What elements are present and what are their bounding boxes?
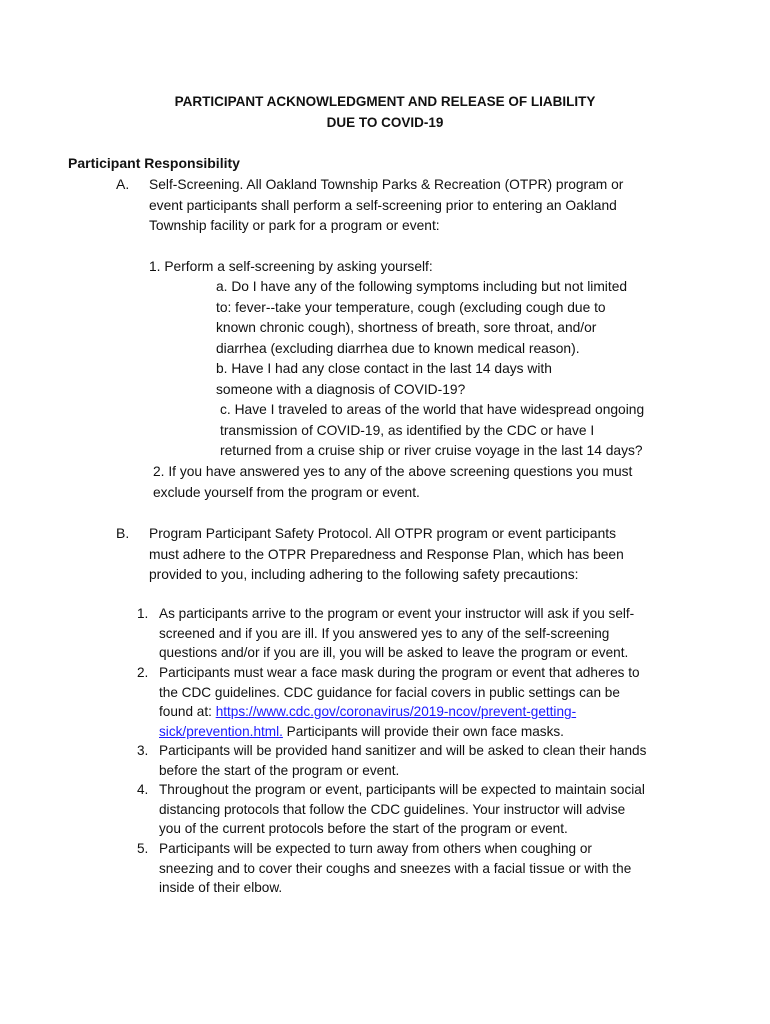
question-a-line: to: fever--take your temperature, cough (excluding cough due to <box>216 299 606 315</box>
safety-item-5 <box>159 839 631 898</box>
item-number: 1. <box>137 606 149 621</box>
safety-item-line: inside of their elbow. <box>159 880 283 895</box>
safety-item-line: before the start of the program or event. <box>159 762 400 778</box>
question-a-line: known chronic cough), shortness of breath, sore throat, and/or <box>216 320 597 335</box>
safety-item-3 <box>159 741 646 780</box>
section-b-intro-line: Program Participant Safety Protocol. All OTPR program or event participants <box>149 526 616 541</box>
safety-item-1 <box>159 604 634 663</box>
section-b-intro-line: provided to you, including adhering to the following safety precautions: <box>149 567 579 582</box>
question-a-line: diarrhea (excluding diarrhea due to known medical reason). <box>216 340 580 356</box>
section-a-letter: A. <box>116 176 130 192</box>
question-c-line: c. Have I traveled to areas of the world that have widespread ongoing <box>220 402 645 417</box>
safety-item-line: Participants will be provided hand sanitizer and will be asked to clean their hands <box>159 743 647 758</box>
item-number: 2. <box>137 665 149 680</box>
safety-item-line: Participants will be expected to turn away from others when coughing or <box>159 841 592 856</box>
item-number: 4. <box>137 782 149 797</box>
step-1: 1. Perform a self-screening by asking yourself: <box>149 259 433 274</box>
question-c <box>220 400 644 462</box>
section-b-letter: B. <box>116 525 130 541</box>
face-mask-text: Participants will provide their own face masks. <box>282 723 564 739</box>
safety-item-line: Participants must wear a face mask during the program or event that adheres to <box>159 665 640 680</box>
cdc-guidance-link-continued[interactable]: sick/prevention.html. <box>159 723 283 739</box>
cdc-guidance-link[interactable]: https://www.cdc.gov/coronavirus/2019-ncov/prevent-getting- <box>215 704 577 719</box>
section-b-intro <box>149 524 624 586</box>
safety-item-2 <box>159 663 640 741</box>
step-2-line: exclude yourself from the program or event. <box>153 484 420 500</box>
safety-item-line: sneezing and to cover their coughs and sneezes with a facial tissue or with the <box>159 860 632 876</box>
safety-item-line: Throughout the program or event, participants will be expected to maintain social <box>159 782 645 797</box>
safety-item-line: distancing protocols that follow the CDC guidelines. Your instructor will advise <box>159 801 626 817</box>
section-a-intro <box>149 175 623 237</box>
safety-item-line: you of the current protocols before the start of the program or event. <box>159 821 568 836</box>
question-a-line: a. Do I have any of the following symptoms including but not limited <box>216 279 628 294</box>
section-b-intro-line: must adhere to the OTPR Preparedness and Response Plan, which has been <box>149 546 624 562</box>
document-title-line-1: PARTICIPANT ACKNOWLEDGMENT AND RELEASE OF LIABILITY <box>174 94 596 109</box>
safety-item-line: As participants arrive to the program or event your instructor will ask if you self- <box>159 606 635 621</box>
safety-item-4 <box>159 780 645 839</box>
safety-item-line: screened and if you are ill. If you answered yes to any of the self-screening <box>159 625 610 641</box>
question-a <box>216 277 627 400</box>
item-number: 5. <box>137 841 149 856</box>
step-2 <box>153 462 632 503</box>
safety-item-line: questions and/or if you are ill, you will be asked to leave the program or event. <box>159 645 629 660</box>
section-a-intro-line: event participants shall perform a self-screening prior to entering an Oakland <box>149 197 617 213</box>
question-c-line: transmission of COVID-19, as identified by the CDC or have I <box>220 422 595 438</box>
question-b-line: someone with a diagnosis of COVID-19? <box>216 381 466 397</box>
section-a-intro-line: Township facility or park for a program or event: <box>149 218 440 233</box>
section-heading: Participant Responsibility <box>68 155 240 171</box>
item-number: 3. <box>137 743 149 758</box>
safety-item-link-line <box>159 722 640 742</box>
question-b-line: b. Have I had any close contact in the last 14 days with <box>216 361 552 376</box>
section-a-intro-line: Self-Screening. All Oakland Township Parks & Recreation (OTPR) program or <box>149 177 624 192</box>
safety-item-line: the CDC guidelines. CDC guidance for facial covers in public settings can be <box>159 684 620 700</box>
question-c-line: returned from a cruise ship or river cruise voyage in the last 14 days? <box>220 443 643 458</box>
found-at-text: found at: <box>159 704 216 719</box>
step-2-line: 2. If you have answered yes to any of the above screening questions you must <box>153 464 633 479</box>
document-title-line-2: DUE TO COVID-19 <box>326 115 444 130</box>
safety-item-link-line <box>159 702 640 722</box>
